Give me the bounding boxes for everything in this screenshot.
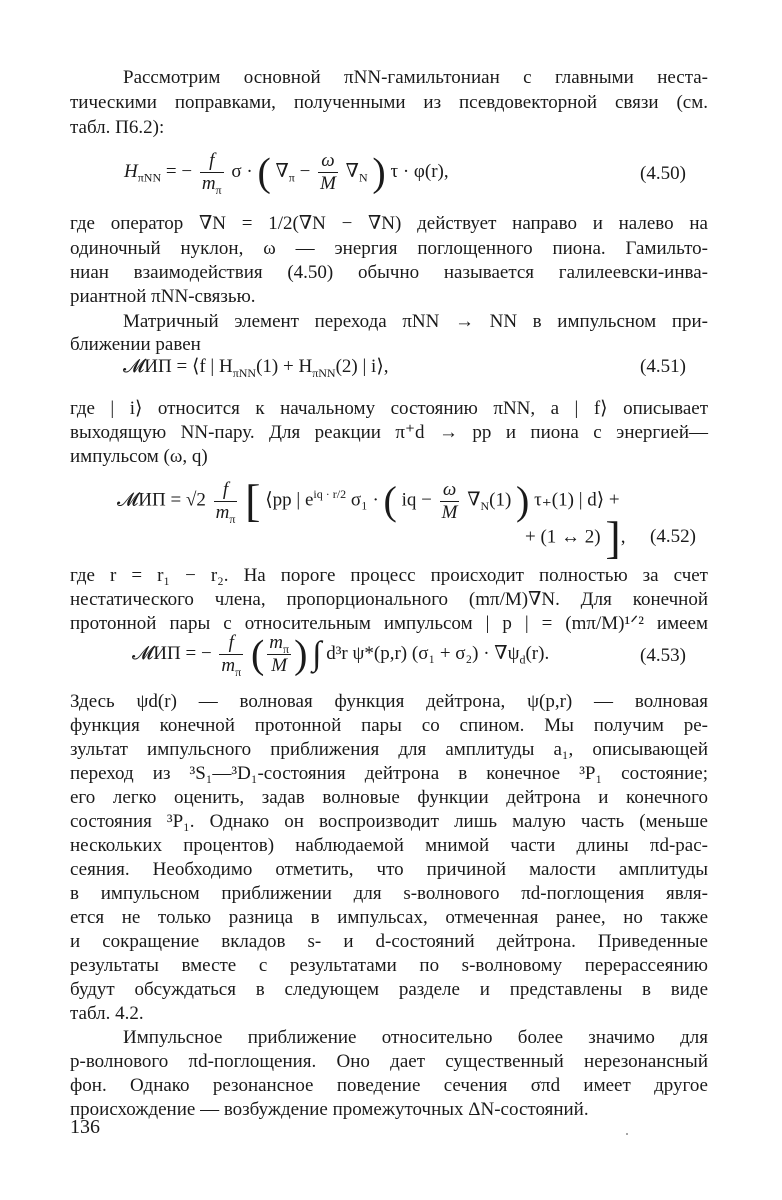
equation-number-4-51: (4.51) [640, 356, 686, 377]
para7-line1: Импульсное приближение относительно более значимо для [123, 1027, 708, 1048]
para5-line2: нестатического члена, пропорционального (mπ/M)∇N. Для конечной [70, 589, 708, 610]
para6-line12: результаты вместе с результатами по s-волновому перерассеянию [70, 955, 708, 976]
para2-line2: одиночный нуклон, ω — энергия поглощенного пиона. Гамильто- [70, 238, 708, 259]
para3-line1: Матричный элемент перехода πNN → NN в импульсном при- [123, 311, 708, 332]
para6-line6: состояния ³P₁. Однако он воспроизводит лишь малую часть (меньше [70, 811, 708, 832]
para2-line1: где оператор ∇N = 1/2(∇N − ∇N) действует направо и налево на [70, 213, 708, 234]
page-number: 136 [70, 1116, 100, 1138]
equation-number-4-52: (4.52) [650, 526, 696, 547]
para7-line2: p-волнового πd-поглощения. Оно дает существенный нерезонансный [70, 1051, 708, 1072]
para4-line1: где | i⟩ относится к начальному состоянию πNN, а | f⟩ описывает [70, 398, 708, 419]
para7-line4: происхождение — возбуждение промежуточных ΔN-состояний. [70, 1099, 589, 1120]
para5-line1: где r = r₁ − r₂. На пороге процесс происходит полностью за счет [70, 565, 708, 586]
equation-number-4-50: (4.50) [640, 163, 686, 184]
para6-line11: и сокращение вкладов s- и d-состояний дейтрона. Приведенные [70, 931, 708, 952]
para6-line9: в импульсном приближении для s-волнового πd-поглощения явля- [70, 883, 708, 904]
para1-line3: табл. П6.2): [70, 117, 165, 138]
para2-line3: ниан взаимодействия (4.50) обычно называется галилеевски-инва- [70, 262, 708, 283]
equation-4-52: 𝓜ИП = √2 $\frac{f}{m_\pi}$ [ ⟨pp | $e^{iq \cdot r/2}$ σ₁ · ( iq − $\frac{\omega}{M}$ $\nabla_N(1)$ ) τ₊(1) | d⟩ + [117, 475, 620, 526]
para4-line2: выходящую NN-пару. Для реакции π⁺d → pp и пиона с энергией— [70, 422, 708, 443]
para6-line10: ется не только разница в импульсах, отмеченная ранее, но также [70, 907, 708, 928]
para4-line3: импульсом (ω, q) [70, 446, 208, 467]
para1-line1: Рассмотрим основной πNN-гамильтониан с главными неста- [123, 67, 708, 88]
equation-number-4-53: (4.53) [640, 645, 686, 666]
para6-line4: переход из ³S₁—³D₁-состояния дейтрона в конечное ³P₁ состояние; [70, 763, 708, 784]
para6-line5: его легко оценить, задав волновые функции дейтрона и конечного [70, 787, 708, 808]
equation-4-51: 𝓜ИП = ⟨f | $H_{\pi NN}(1) + H_{\pi NN}(2)$ | i⟩, [123, 356, 389, 380]
equation-4-53: 𝓜ИП = − $\frac{f}{m_\pi}$ ( $\frac{m_\pi}{M}$ ) ∫ d³r ψ*(p,r) $(\sigma_1 + \sigma_2) \cdot \nabla\psi_d(r)$. [132, 631, 550, 679]
para6-line7: нескольких процентов) наблюдаемой мнимой части длины πd-рас- [70, 835, 708, 856]
para6-line1: Здесь ψd(r) — волновая функция дейтрона, ψ(p,r) — волновая [70, 691, 708, 712]
para6-line14: табл. 4.2. [70, 1003, 144, 1024]
para5-line3: протонной пары с относительным импульсом | p | = (mπ/M)¹ᐟ² имеем [70, 613, 708, 634]
para1-line2: тическими поправками, полученными из псевдовекторной связи (см. [70, 92, 708, 113]
equation-4-50: $H_{\pi NN}$ = − $\frac{f}{m_\pi}$ σ · ( $\nabla_\pi$ − $\frac{\omega}{M}$ $\nabla_N$ ) τ · φ(r), [124, 149, 449, 197]
para2-line4: риантной πNN-связью. [70, 286, 256, 307]
para6-line8: сеяния. Необходимо отметить, что причиной малости амплитуды [70, 859, 708, 880]
para6-line2: функция конечной протонной пары со спином. Мы получим ре- [70, 715, 708, 736]
para6-line13: будут обсуждаться в следующем разделе и представлены в виде [70, 979, 708, 1000]
equation-4-52-line2: + (1 ↔ 2) ], [525, 512, 626, 563]
scan-speck [626, 1133, 628, 1135]
para6-line3: зультат импульсного приближения для амплитуды a₁, описывающей [70, 739, 708, 760]
para7-line3: фон. Однако резонансное поведение сечения σπd имеет другое [70, 1075, 708, 1096]
para3-line2: ближении равен [70, 334, 201, 355]
